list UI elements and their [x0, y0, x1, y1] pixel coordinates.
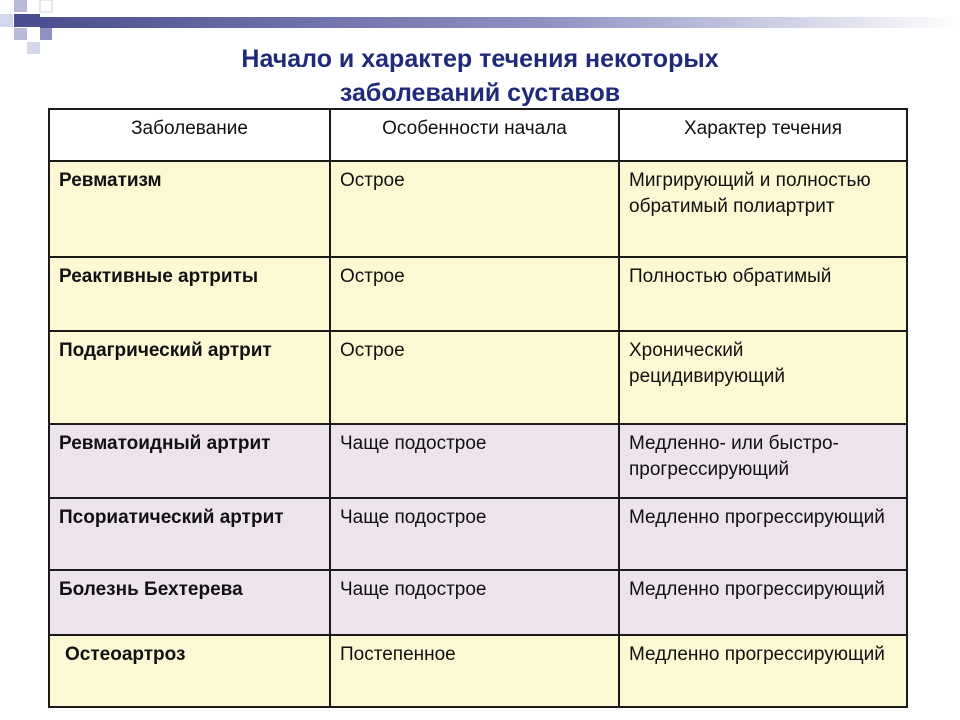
table-row — [49, 257, 907, 331]
onset-cell: Постепенное — [330, 635, 619, 707]
course-cell: Медленно прогрессирующий — [619, 498, 907, 570]
disease-cell: Остеоартроз — [49, 635, 330, 707]
title-line-2: заболеваний суставов — [339, 79, 621, 107]
course-cell: Мигрирующий и полностью обратимый полиартрит — [619, 161, 907, 257]
onset-cell: Острое — [330, 257, 619, 331]
slide-title — [100, 42, 860, 110]
disease-cell: Ревматизм — [49, 161, 330, 257]
table-row — [49, 498, 907, 570]
decor-square — [27, 42, 40, 54]
decor-square — [14, 28, 27, 40]
header-row — [49, 109, 907, 161]
onset-cell: Острое — [330, 331, 619, 424]
header-disease: Заболевание — [49, 109, 330, 161]
disease-cell: Псориатический артрит — [49, 498, 330, 570]
decor-square — [14, 0, 27, 12]
onset-cell: Чаще подострое — [330, 498, 619, 570]
header-onset: Особенности начала — [330, 109, 619, 161]
table-row — [49, 424, 907, 498]
course-cell: Медленно прогрессирующий — [619, 635, 907, 707]
onset-cell: Острое — [330, 161, 619, 257]
disease-cell: Подагрический артрит — [49, 331, 330, 424]
decor-square — [27, 14, 40, 27]
disease-cell: Ревматоидный артрит — [49, 424, 330, 498]
onset-cell: Чаще подострое — [330, 570, 619, 635]
disease-cell: Реактивные артриты — [49, 257, 330, 331]
decor-square — [40, 0, 52, 12]
course-cell: Полностью обратимый — [619, 257, 907, 331]
table-row — [49, 331, 907, 424]
table-row — [49, 161, 907, 257]
table-row — [49, 570, 907, 635]
course-cell: Медленно- или быстро-прогрессирующий — [619, 424, 907, 498]
decor-bar — [40, 17, 960, 28]
disease-cell: Болезнь Бехтерева — [49, 570, 330, 635]
decor-square — [0, 14, 13, 27]
header-course: Характер течения — [619, 109, 907, 161]
title-line-1: Начало и характер течения некоторых — [241, 45, 719, 73]
course-cell: Медленно прогрессирующий — [619, 570, 907, 635]
decor-square — [40, 28, 52, 40]
decor-square — [14, 14, 27, 27]
diseases-table — [48, 108, 908, 708]
table-row — [49, 635, 907, 707]
onset-cell: Чаще подострое — [330, 424, 619, 498]
course-cell: Хронический рецидивирующий — [619, 331, 907, 424]
